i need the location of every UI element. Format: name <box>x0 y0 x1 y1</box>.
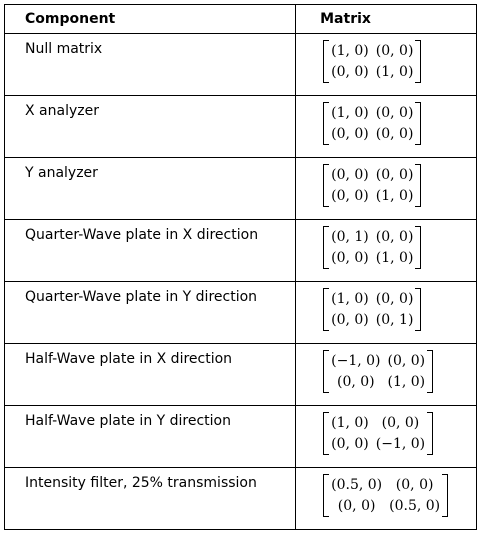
matrix-entry-m21: (0, 0) <box>331 312 369 328</box>
matrix-entry-m22: (1, 0) <box>387 374 426 390</box>
matrix-entry-m11: (0, 0) <box>331 167 369 183</box>
component-name: Intensity filter, 25% transmission <box>5 468 296 530</box>
matrix-entry-m21: (0, 0) <box>331 64 369 80</box>
matrix-entry-m22: (1, 0) <box>375 250 414 266</box>
matrix-entry-m12: (0, 0) <box>375 167 414 183</box>
table-row <box>5 282 477 344</box>
matrix-entry-m22: (0, 1) <box>375 312 414 328</box>
matrix-entries <box>329 226 415 269</box>
component-name: Y analyzer <box>5 158 296 220</box>
matrix-entry-m11: (1, 0) <box>331 291 369 307</box>
matrix-entry-m22: (0.5, 0) <box>389 498 441 514</box>
right-bracket <box>415 40 421 83</box>
matrix-entry-m21: (0, 0) <box>336 374 375 390</box>
matrix-entry-m22: (−1, 0) <box>375 436 426 452</box>
matrix-entry-m12: (0, 0) <box>375 105 414 121</box>
matrix-entry-m22: (0, 0) <box>375 126 414 142</box>
right-bracket <box>442 474 448 517</box>
component-name: Quarter-Wave plate in X direction <box>5 220 296 282</box>
component-name: X analyzer <box>5 96 296 158</box>
matrix-entry-m21: (0, 0) <box>337 498 376 514</box>
matrix-entry-m21: (0, 0) <box>331 436 369 452</box>
matrix-cell <box>296 282 477 344</box>
matrix-entry-m11: (0.5, 0) <box>331 477 383 493</box>
matrix-cell <box>296 158 477 220</box>
table-row <box>5 96 477 158</box>
right-bracket <box>415 164 421 207</box>
matrix-entry-m11: (0, 1) <box>331 229 369 245</box>
jones-matrix-table <box>4 4 477 530</box>
matrix-entry-m22: (1, 0) <box>375 188 414 204</box>
table-row <box>5 34 477 96</box>
matrix <box>323 288 421 331</box>
matrix-entry-m11: (1, 0) <box>331 43 369 59</box>
right-bracket <box>415 226 421 269</box>
matrix-cell <box>296 406 477 468</box>
matrix-entry-m12: (0, 0) <box>387 353 426 369</box>
table-row <box>5 344 477 406</box>
component-name: Quarter-Wave plate in Y direction <box>5 282 296 344</box>
right-bracket <box>427 350 433 393</box>
matrix-entries <box>329 102 415 145</box>
matrix-entry-m11: (1, 0) <box>331 415 369 431</box>
matrix-entry-m12: (0, 0) <box>375 229 414 245</box>
matrix-entries <box>329 474 442 517</box>
matrix-entry-m12: (0, 0) <box>375 291 414 307</box>
right-bracket <box>415 102 421 145</box>
matrix <box>323 164 421 207</box>
matrix-entry-m12: (0, 0) <box>375 43 414 59</box>
right-bracket <box>427 412 433 455</box>
matrix-entry-m22: (1, 0) <box>375 64 414 80</box>
matrix <box>323 40 421 83</box>
matrix-entry-m21: (0, 0) <box>331 126 369 142</box>
component-name: Half-Wave plate in Y direction <box>5 406 296 468</box>
matrix <box>323 226 421 269</box>
matrix-cell <box>296 96 477 158</box>
table-row <box>5 220 477 282</box>
matrix-entries <box>329 164 415 207</box>
table-row <box>5 406 477 468</box>
matrix <box>323 102 421 145</box>
matrix-entries <box>329 412 427 455</box>
matrix-entry-m21: (0, 0) <box>331 250 369 266</box>
column-header-matrix: Matrix <box>296 5 477 34</box>
matrix-entries <box>329 40 415 83</box>
header-row <box>5 5 477 34</box>
matrix-cell <box>296 34 477 96</box>
matrix-entry-m21: (0, 0) <box>331 188 369 204</box>
right-bracket <box>415 288 421 331</box>
matrix-entries <box>329 288 415 331</box>
matrix <box>323 350 433 393</box>
component-name: Null matrix <box>5 34 296 96</box>
matrix-entries <box>329 350 427 393</box>
matrix-entry-m12: (0, 0) <box>381 415 420 431</box>
matrix <box>323 412 433 455</box>
matrix-cell <box>296 468 477 530</box>
matrix-entry-m11: (1, 0) <box>331 105 369 121</box>
column-header-component: Component <box>5 5 296 34</box>
matrix-entry-m12: (0, 0) <box>395 477 434 493</box>
component-name: Half-Wave plate in X direction <box>5 344 296 406</box>
matrix-entry-m11: (−1, 0) <box>331 353 381 369</box>
table-row <box>5 158 477 220</box>
matrix <box>323 474 448 517</box>
matrix-cell <box>296 344 477 406</box>
table-row <box>5 468 477 530</box>
matrix-cell <box>296 220 477 282</box>
